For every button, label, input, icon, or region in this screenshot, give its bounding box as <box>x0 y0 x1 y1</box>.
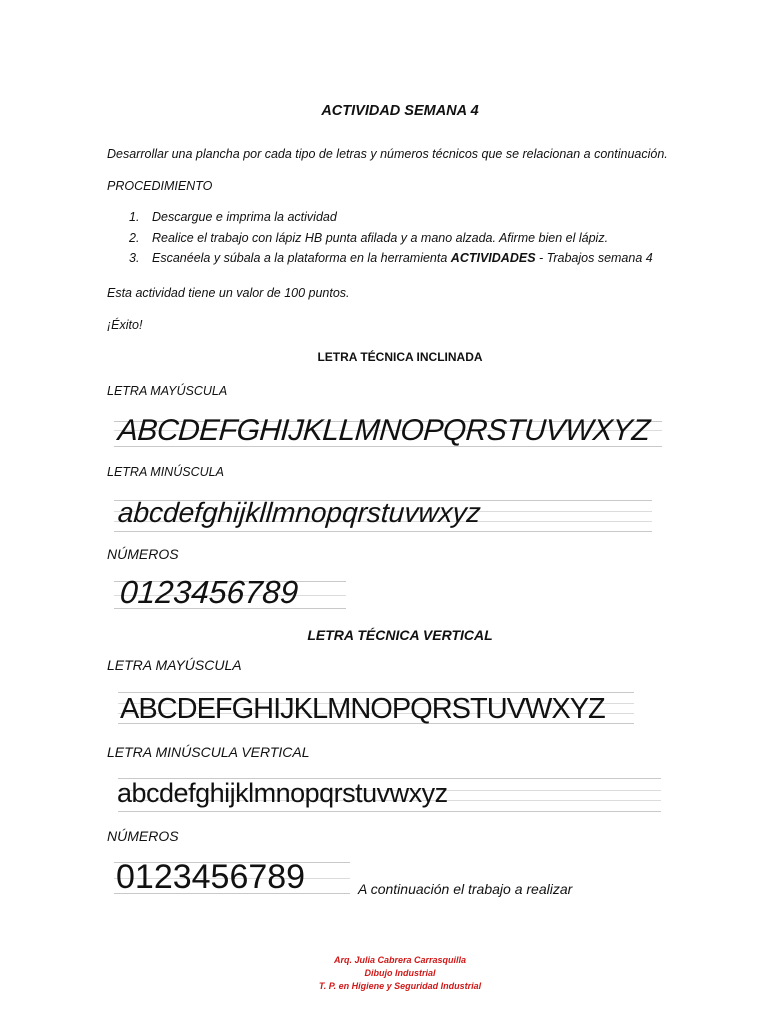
inclined-numbers-sample: 0123456789 <box>118 574 300 610</box>
step-number: 3. <box>129 251 140 265</box>
vertical-lowercase-label: LETRA MINÚSCULA VERTICAL <box>107 744 310 760</box>
footer-author: Arq. Julia Cabrera Carrasquilla <box>333 955 467 965</box>
vertical-heading: LETRA TÉCNICA VERTICAL <box>307 627 493 643</box>
step-text: Realice el trabajo con lápiz HB punta afilada y a mano alzada. Afirme bien el lápiz. <box>152 230 609 245</box>
inclined-lowercase-label: LETRA MINÚSCULA <box>107 465 224 479</box>
intro-text: Desarrollar una plancha por cada tipo de letras y números técnicos que se relacionan a continuación. <box>107 147 668 161</box>
page-title: ACTIVIDAD SEMANA 4 <box>321 103 479 119</box>
inclined-heading: LETRA TÉCNICA INCLINADA <box>317 350 483 364</box>
inclined-uppercase-label: LETRA MAYÚSCULA <box>107 384 228 398</box>
step-number: 2. <box>129 230 140 245</box>
procedure-heading: PROCEDIMIENTO <box>107 179 213 193</box>
step-text <box>152 251 653 265</box>
followup-note: A continuación el trabajo a realizar <box>358 881 573 897</box>
closing-text: ¡Éxito! <box>107 318 143 332</box>
vertical-lowercase-sample: abcdefghijklmnopqrstuvwxyz <box>117 778 448 808</box>
step-text-part: - Trabajos semana 4 <box>535 251 653 265</box>
vertical-uppercase-sample: ABCDEFGHIJKLMNOPQRSTUVWXYZ <box>120 693 605 725</box>
vertical-uppercase-label: LETRA MAYÚSCULA <box>107 657 242 673</box>
footer-program: T. P. en Higiene y Seguridad Industrial <box>318 981 482 991</box>
footer-course: Dibujo Industrial <box>364 968 436 978</box>
step-text: Descargue e imprima la actividad <box>152 210 337 224</box>
vertical-numbers-sample: 0123456789 <box>116 858 306 896</box>
vertical-numbers-label: NÚMEROS <box>107 828 179 844</box>
inclined-numbers-label: NÚMEROS <box>107 546 179 562</box>
value-note: Esta actividad tiene un valor de 100 puntos. <box>107 286 350 300</box>
step-text-bold: ACTIVIDADES <box>450 251 536 265</box>
step-number: 1. <box>129 210 140 224</box>
footer <box>0 954 768 993</box>
inclined-uppercase-sample: ABCDEFGHIJKLLMNOPQRSTUVWXYZ <box>116 414 651 447</box>
inclined-lowercase-sample: abcdefghijkllmnopqrstuvwxyz <box>116 497 482 528</box>
step-text-part: Escanéela y súbala a la plataforma en la herramienta <box>152 251 451 265</box>
